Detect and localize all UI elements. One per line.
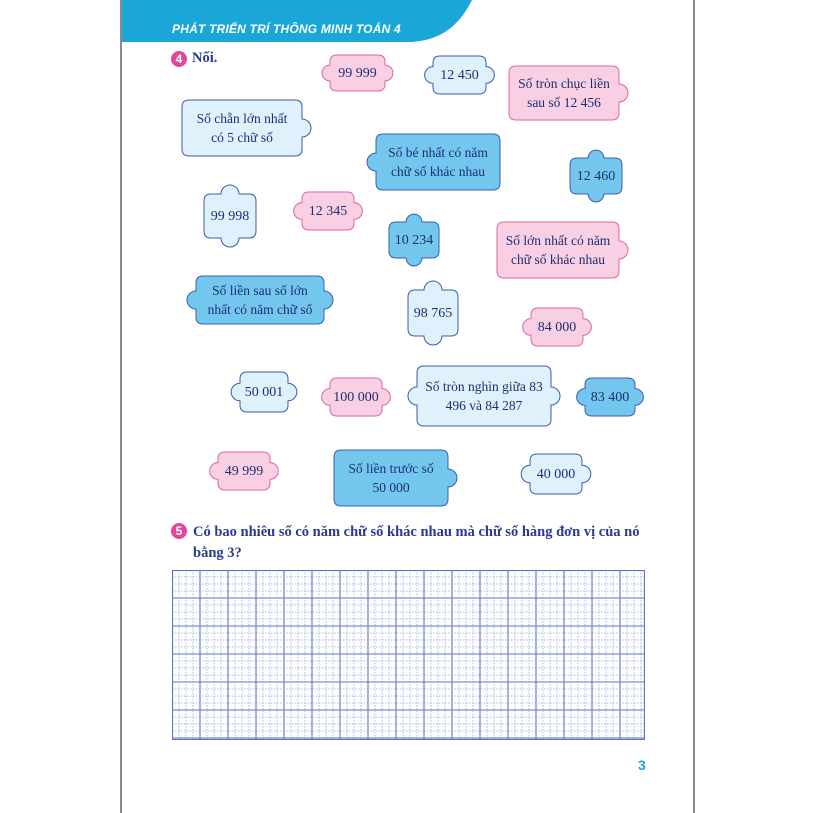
page-number: 3	[638, 757, 646, 773]
puzzle-piece-p7[interactable]	[204, 194, 256, 238]
puzzle-piece-p16[interactable]	[417, 366, 551, 426]
puzzle-piece-p14[interactable]	[240, 372, 288, 412]
puzzle-piece-p11[interactable]	[196, 276, 324, 324]
page-edge-line	[693, 0, 695, 813]
puzzle-piece-label: 12 345	[308, 203, 348, 219]
puzzle-piece-label: Số liền trước số 50 000	[348, 461, 434, 495]
puzzle-piece-label: 49 999	[224, 463, 264, 479]
puzzle-piece-p9[interactable]	[389, 222, 439, 258]
puzzle-piece-label: Số liền sau số lớn nhất có năm chữ số	[207, 283, 313, 317]
puzzle-piece-label: Số tròn chục liền sau số 12 456	[518, 76, 610, 110]
puzzle-piece-label: 12 460	[576, 168, 616, 184]
puzzle-piece-label: 10 234	[394, 232, 434, 248]
answer-grid-lines	[172, 570, 645, 740]
puzzle-piece-label: 98 765	[413, 305, 453, 321]
puzzle-piece-p12[interactable]	[408, 290, 458, 336]
exercise-5-number-badge: 5	[171, 523, 187, 539]
puzzle-piece-label: 83 400	[590, 389, 630, 405]
puzzle-piece-p18[interactable]	[218, 452, 270, 490]
puzzle-piece-p15[interactable]	[330, 378, 382, 416]
puzzle-piece-p8[interactable]	[302, 192, 354, 230]
puzzle-piece-p19[interactable]	[334, 450, 448, 506]
puzzle-piece-p10[interactable]	[497, 222, 619, 278]
grid-border	[173, 571, 645, 740]
header-title: PHÁT TRIỂN TRÍ THÔNG MINH TOÁN 4	[172, 22, 401, 36]
puzzle-piece-label: 100 000	[333, 389, 379, 405]
puzzle-piece-p2[interactable]	[433, 56, 486, 94]
puzzle-piece-p20[interactable]	[530, 454, 582, 494]
page-header	[122, 0, 472, 42]
puzzle-piece-label: Số tròn nghìn giữa 83 496 và 84 287	[425, 379, 543, 413]
puzzle-piece-label: 99 999	[338, 65, 377, 81]
puzzle-piece-label: Số lớn nhất có năm chữ số khác nhau	[505, 233, 611, 267]
puzzle-piece-p5[interactable]	[376, 134, 500, 190]
puzzle-piece-p4[interactable]	[182, 100, 302, 156]
exercise-4-number-badge: 4	[171, 51, 187, 67]
puzzle-piece-label: 40 000	[536, 466, 576, 482]
puzzle-piece-label: Số chẵn lớn nhất có 5 chữ số	[196, 111, 288, 145]
exercise-4-title: Nối.	[192, 50, 218, 66]
answer-grid[interactable]	[172, 570, 645, 740]
puzzle-piece-p3[interactable]	[509, 66, 619, 120]
book-spine-line	[120, 0, 122, 813]
puzzle-piece-p17[interactable]	[585, 378, 635, 416]
puzzle-piece-label: 84 000	[537, 319, 577, 335]
puzzle-piece-label: 50 001	[244, 384, 284, 400]
puzzle-piece-p1[interactable]	[330, 55, 385, 91]
exercise-5-question: Có bao nhiêu số có năm chữ số khác nhau mà chữ số hàng đơn vị của nó bằng 3?	[193, 524, 640, 561]
puzzle-piece-label: 99 998	[210, 208, 250, 224]
puzzle-piece-p13[interactable]	[531, 308, 583, 346]
puzzle-piece-p6[interactable]	[570, 158, 622, 194]
puzzle-piece-label: 12 450	[440, 67, 479, 83]
puzzle-piece-label: Số bé nhất có năm chữ số khác nhau	[388, 145, 488, 179]
